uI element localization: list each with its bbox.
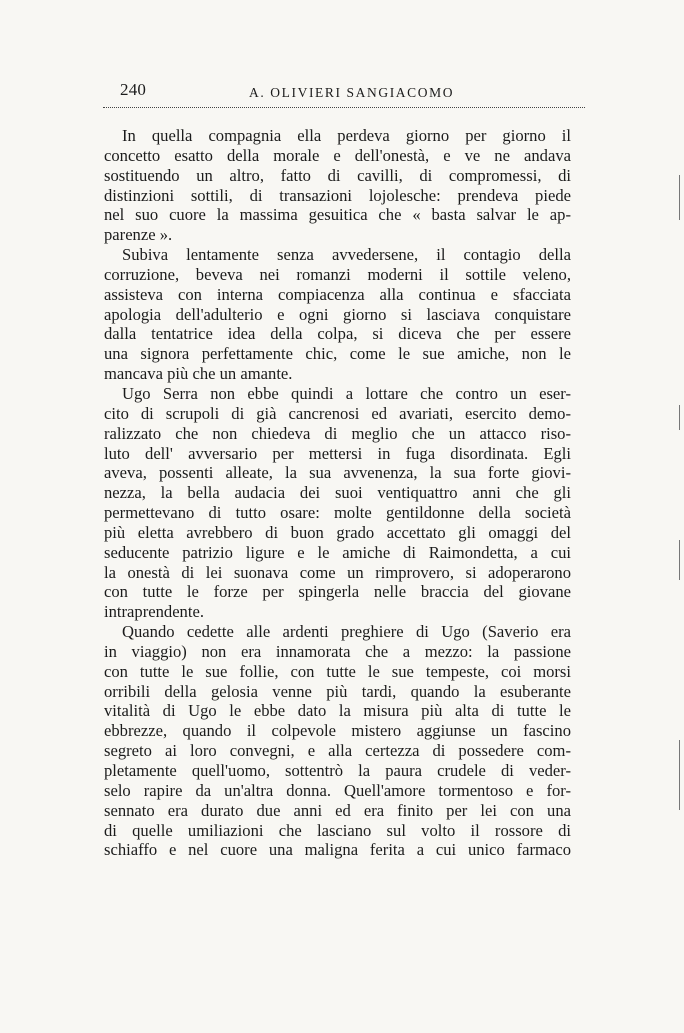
text-line: permettevano di tutto osare: molte gentildonne della società [104, 503, 571, 523]
text-line: dalla tentatrice idea della colpa, si diceva che per essere [104, 324, 571, 344]
text-line: nezza, la bella audacia dei suoi ventiquattro anni che gli [104, 483, 571, 503]
text-line: più eletta avrebbero di buon grado accettato gli omaggi del [104, 522, 571, 542]
text-line: vitalità di Ugo le ebbe dato la misura più alta di tutte le [104, 701, 571, 721]
margin-scan-mark [679, 740, 680, 810]
text-line: schiaffo e nel cuore una maligna ferita a cui unico farmaco [104, 840, 571, 860]
text-line: selo rapire da un'altra donna. Quell'amore tormentoso e for- [104, 780, 571, 800]
text-line: cito di scrupoli di già cancrenosi ed avariati, esercito demo- [104, 403, 571, 423]
text-line: mancava più che un amante. [104, 364, 293, 384]
text-line: assisteva con interna compiacenza alla continua e sfacciata [104, 284, 571, 304]
text-line: apologia dell'adulterio e ogni giorno si lasciava conquistare [104, 304, 571, 324]
text-line: in viaggio) non era innamorata che a mezzo: la passione [104, 641, 571, 661]
text-line: concetto esatto della morale e dell'onestà, e ve ne andava [104, 145, 571, 165]
text-line: ebbrezze, quando il colpevole mistero aggiunse un fascino [104, 721, 571, 741]
text-line: Subiva lentamente senza avvedersene, il contagio della [122, 245, 571, 265]
text-line: una signora perfettamente chic, come le sue amiche, non le [104, 344, 571, 364]
text-line: parenze ». [104, 225, 173, 245]
text-line: intraprendente. [104, 602, 204, 622]
text-line: pletamente quell'uomo, sottentrò la paura crudele di veder- [104, 761, 571, 780]
text-line: segreto ai loro convegni, e alla certezza di possedere com- [104, 741, 571, 761]
text-line: Ugo Serra non ebbe quindi a lottare che contro un eser- [122, 383, 571, 403]
text-line: con tutte le sue follie, con tutte le sue tempeste, coi morsi [104, 661, 571, 681]
margin-scan-mark [679, 175, 680, 220]
text-line: sostituendo un altro, fatto di cavilli, di compromessi, di [104, 165, 571, 185]
text-line: seducente patrizio ligure e le amiche di Raimondetta, a cui [104, 542, 571, 562]
page-number: 240 [120, 80, 147, 99]
text-line: di quelle umiliazioni che lasciano sul volto il rossore di [104, 820, 571, 840]
text-line: distinzioni sottili, di transazioni lojolesche: prendeva piede [104, 185, 571, 205]
margin-scan-mark [679, 405, 680, 430]
text-line: nel suo cuore la massima gesuitica che « basta salvar le ap- [104, 205, 571, 225]
running-head: A. OLIVIERI SANGIACOMO [249, 85, 455, 100]
body-text [104, 126, 571, 860]
text-line: ralizzato che non chiedeva di meglio che un attacco riso- [104, 423, 571, 443]
text-line: Quando cedette alle ardenti preghiere di Ugo (Saverio era [122, 622, 571, 642]
text-line: corruzione, beveva nei romanzi moderni il sottile veleno, [104, 264, 571, 284]
page-header [103, 80, 585, 106]
text-line: In quella compagnia ella perdeva giorno per giorno il [122, 126, 571, 145]
text-line: con tutte le forze per spingerla nelle braccia del giovane [104, 582, 571, 602]
header-rule [103, 107, 585, 108]
text-line: orribili della gelosia venne più tardi, quando la esuberante [104, 681, 571, 701]
text-line: luto dell' avversario per mettersi in fuga disordinata. Egli [104, 443, 571, 463]
margin-scan-mark [679, 540, 680, 580]
text-line: sennato era durato due anni ed era finito per lei con una [104, 800, 571, 820]
text-line: la onestà di lei suonava come un rimprovero, si adoperarono [104, 562, 571, 582]
text-line: aveva, possenti alleate, la sua avvenenza, la sua forte giovi- [104, 463, 571, 483]
